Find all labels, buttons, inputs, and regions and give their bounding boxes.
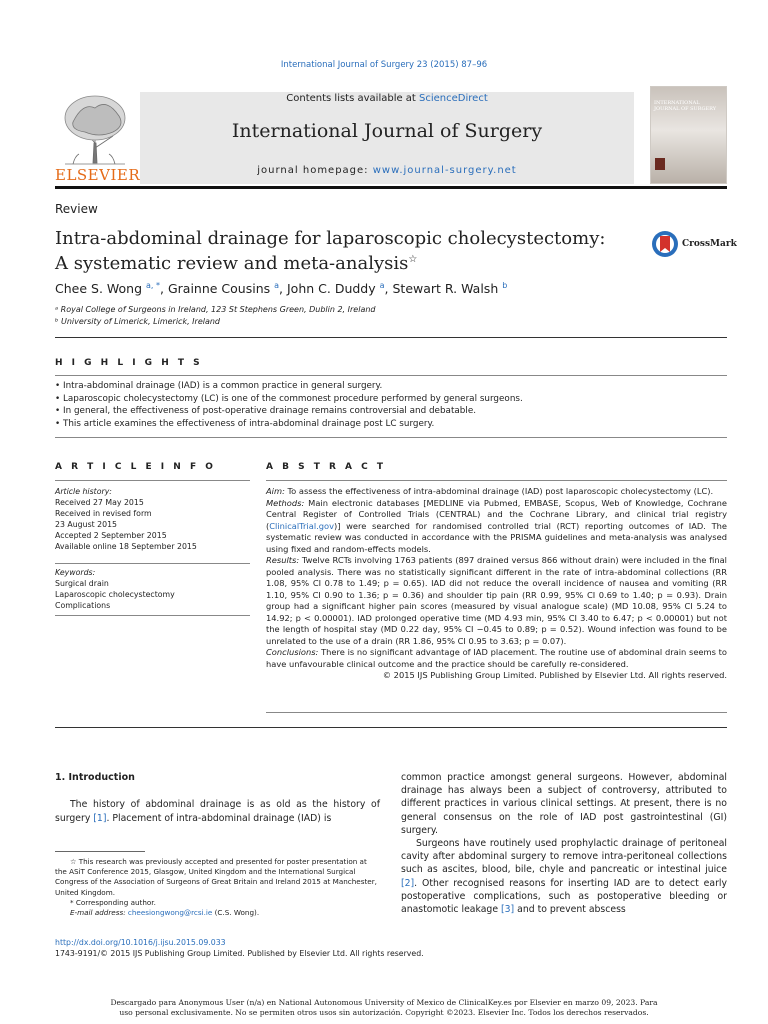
body-text: Surgeons have routinely used prophylactic drainage of peritoneal cavity after abdominal surgery to remove intra-peritoneal collections such as ascites, blood, bile, chyle and pancreatic or intestinal juice (401, 838, 727, 876)
divider (55, 563, 250, 564)
divider (55, 437, 727, 438)
reference-link[interactable]: [3] (501, 904, 515, 916)
abstract-aim (266, 486, 727, 498)
header-divider (55, 186, 727, 189)
highlight-item: • Laparoscopic cholecystectomy (LC) is one of the commonest procedure performed by general surgeons. (55, 393, 523, 404)
author-affiliation-mark[interactable]: a (274, 281, 280, 290)
journal-citation-link[interactable]: International Journal of Surgery 23 (2015) 87–96 (280, 60, 488, 70)
author-affiliation-mark[interactable]: a, * (146, 281, 161, 290)
journal-title: International Journal of Surgery (231, 120, 543, 142)
body-paragraph: common practice amongst general surgeons. However, abdominal drainage has always been a subject of controversy, attributed to different practices in various clinical settings. At present, there is no general consensus on the role of IAD post gastrointestinal (GI) surgery. (401, 772, 727, 836)
body-text: The history of abdominal drainage is as old as the history of surgery (55, 799, 380, 824)
history-label: Article history: (55, 487, 112, 496)
title-footnote-mark[interactable]: ☆ (408, 254, 418, 265)
doi-link[interactable]: http://dx.doi.org/10.1016/j.ijsu.2015.09.033 (55, 938, 226, 947)
highlights-list (55, 380, 727, 430)
download-notice (0, 998, 768, 1017)
methods-text: )] were searched for randomised controlled trial (RCT) reporting outcomes of IAD. The systematic review was conducted in accordance with the PRISMA guidelines and meta-analysis was analysed using fixed and random-effects models. (266, 520, 727, 554)
history-entry: Available online 18 September 2015 (55, 542, 197, 551)
author-list: Chee S. Wong $^{a, *}$, Grainne Cousins $^a$, John C. Duddy $^a$, Stewart R. Walsh $^b$ (55, 281, 508, 297)
body-paragraph (55, 798, 380, 826)
author-affiliation-mark[interactable]: b (502, 281, 508, 290)
body-text: and to prevent abscess (514, 904, 626, 916)
results-label: Results: (266, 555, 300, 565)
keyword: Laparoscopic cholecystectomy (55, 590, 175, 599)
issn-copyright: 1743-9191/© 2015 IJS Publishing Group Limited. Published by Elsevier Ltd. All rights reserved. (55, 949, 424, 958)
article-title-line1: Intra-abdominal drainage for laparoscopic cholecystectomy: (55, 228, 606, 249)
divider (55, 615, 250, 616)
email-link[interactable]: cheesiongwong@rcsi.ie (127, 908, 213, 918)
footnote-divider (55, 851, 145, 852)
keywords-label: Keywords: (55, 568, 96, 577)
clinicaltrial-link[interactable]: ClinicalTrial.gov (269, 520, 335, 531)
reference-link[interactable]: [1] (93, 813, 107, 824)
email-label: E-mail address: (70, 908, 128, 918)
article-title (55, 228, 635, 274)
article-history (55, 486, 250, 552)
contents-line (140, 93, 634, 104)
highlight-item: • This article examines the effectiveness of intra-abdominal drainage post LC surgery. (55, 418, 435, 429)
journal-homepage-link[interactable]: www.journal-surgery.net (372, 165, 517, 176)
affiliation-a: ᵃ Royal College of Surgeons in Ireland, 123 St Stephens Green, Dublin 2, Ireland (55, 305, 376, 314)
methods-text: Main electronic databases [MEDLINE via Pubmed, EMBASE, Scopus, Web of Knowledge, Cochrane Central Register of Controlled Trials (CENTRAL) and the Cochrane Library, and clinical trial registry ( (266, 497, 727, 531)
highlights-heading: H I G H L I G H T S (55, 358, 203, 368)
author-affiliation-mark[interactable]: a (379, 281, 385, 290)
author-name[interactable]: Stewart R. Walsh (392, 281, 499, 297)
author-name[interactable]: John C. Duddy (287, 281, 376, 297)
divider (55, 337, 727, 338)
highlight-item: • In general, the effectiveness of post-operative drainage remains controversial and debatable. (55, 406, 477, 416)
body-paragraph (401, 837, 727, 916)
abstract-conclusions (266, 647, 727, 670)
footnotes (55, 857, 380, 918)
author-name[interactable]: Chee S. Wong (55, 281, 143, 297)
article-title-line2: A systematic review and meta-analysis (55, 253, 409, 274)
download-notice-line: uso personal exclusivamente. No se permiten otros usos sin autorización. Copyright ©2023. Elsevier Inc. Todos los derechos reservados. (119, 1007, 649, 1017)
keyword: Surgical drain (55, 579, 109, 588)
keyword: Complications (55, 601, 111, 610)
aim-label: Aim: (266, 486, 285, 496)
introduction-heading: 1. Introduction (55, 772, 135, 783)
email-suffix: (C.S. Wong). (212, 908, 260, 918)
body-text: . Placement of intra-abdominal drainage (IAD) is (106, 813, 332, 824)
crossmark-label[interactable]: CrossMark (682, 239, 737, 249)
footnote-email (55, 908, 380, 918)
body-column-right (401, 771, 727, 916)
abstract-results (266, 555, 727, 647)
history-entry: Accepted 2 September 2015 (55, 531, 167, 540)
body-column-left (55, 798, 380, 826)
abstract-copyright: © 2015 IJS Publishing Group Limited. Published by Elsevier Ltd. All rights reserved. (382, 670, 727, 680)
cover-emblem (655, 158, 665, 170)
methods-label: Methods: (266, 497, 305, 508)
highlight-item: • Intra-abdominal drainage (IAD) is a common practice in general surgery. (55, 381, 383, 391)
divider (266, 712, 727, 713)
conclusions-label: Conclusions: (266, 647, 319, 657)
footnote-corresponding: * Corresponding author. (70, 897, 156, 907)
abstract-heading: A B S T R A C T (266, 462, 387, 472)
divider (55, 727, 727, 728)
history-entry: 23 August 2015 (55, 520, 118, 529)
history-entry: Received in revised form (55, 509, 152, 518)
divider (266, 480, 727, 481)
results-text: Twelve RCTs involving 1763 patients (897 drained versus 866 without drain) were included in the final pooled analysis. There was no statistically significant different in the rate of intra-abdominal collections (RR 1.08, 95% CI 0.78 to 1.49; p = 0.65). IAD did not reduce the overall incidence of nausea and vomiting (RR 1.10, 95% CI 0.90 to 1.36; p = 0.36) and shoulder tip pain (RR 0.99, 95% CI 0.69 to 1.40; p = 0.93). Drain group had a significant higher pain scores (measured by visual analogue scale) (MD 10.08, 95% CI 5.24 to 14.92; p < 0.00001). IAD prolonged operative time (MD 4.93 min, 95% CI 3.40 to 6.47; p < 0.00001) but not the length of hospital stay (MD 0.22 day, 95% CI −0.45 to 0.89; p = 0.52). Wound infection was found to be unrelated to the use of a drain (RR 1.86, 95% CI 0.95 to 3.63; p = 0.07). (266, 555, 727, 646)
article-type: Review (55, 202, 98, 216)
keywords (55, 567, 250, 611)
affiliation-b: ᵇ University of Limerick, Limerick, Ireland (55, 317, 221, 326)
download-notice-line: Descargado para Anonymous User (n/a) en National Autonomous University of Mexico de ClinicalKey.es por Elsevier en marzo 09, 2023. Para (110, 998, 658, 1007)
elsevier-wordmark: ELSEVIER (55, 166, 141, 184)
journal-homepage-line (140, 165, 634, 176)
contents-prefix: Contents lists available at (286, 93, 420, 104)
body-text: . Other recognised reasons for inserting IAD are to detect early postoperative complications, such as postoperative bleeding or anastomotic leakage (401, 877, 727, 916)
divider (55, 375, 727, 376)
history-entry: Received 27 May 2015 (55, 498, 144, 507)
homepage-prefix: journal homepage: (257, 165, 373, 176)
aim-text: To assess the effectiveness of intra-abdominal drainage (IAD) post laparoscopic cholecystectomy (LC). (284, 486, 714, 496)
reference-link[interactable]: [2] (401, 877, 415, 889)
conclusions-text: There is no significant advantage of IAD placement. The routine use of abdominal drain seems to have unfavourable clinical outcome and the practice should be carefully re-considered. (266, 647, 727, 669)
author-name[interactable]: Grainne Cousins (167, 281, 271, 297)
abstract-methods (266, 498, 727, 556)
article-info-heading: A R T I C L E I N F O (55, 462, 216, 472)
divider (55, 480, 250, 481)
journal-cover-title: INTERNATIONAL JOURNAL OF SURGERY (654, 100, 717, 112)
abstract-body (266, 486, 727, 682)
footnote-conference: ☆ This research was previously accepted and presented for poster presentation at the ASiT Conference 2015, Glasgow, United Kingdom and the International Surgical Congress of the Association of Surgeons of Great Britain and Ireland 2015 at Manchester, United Kingdom. (55, 857, 377, 897)
sciencedirect-link[interactable]: ScienceDirect (419, 93, 488, 104)
